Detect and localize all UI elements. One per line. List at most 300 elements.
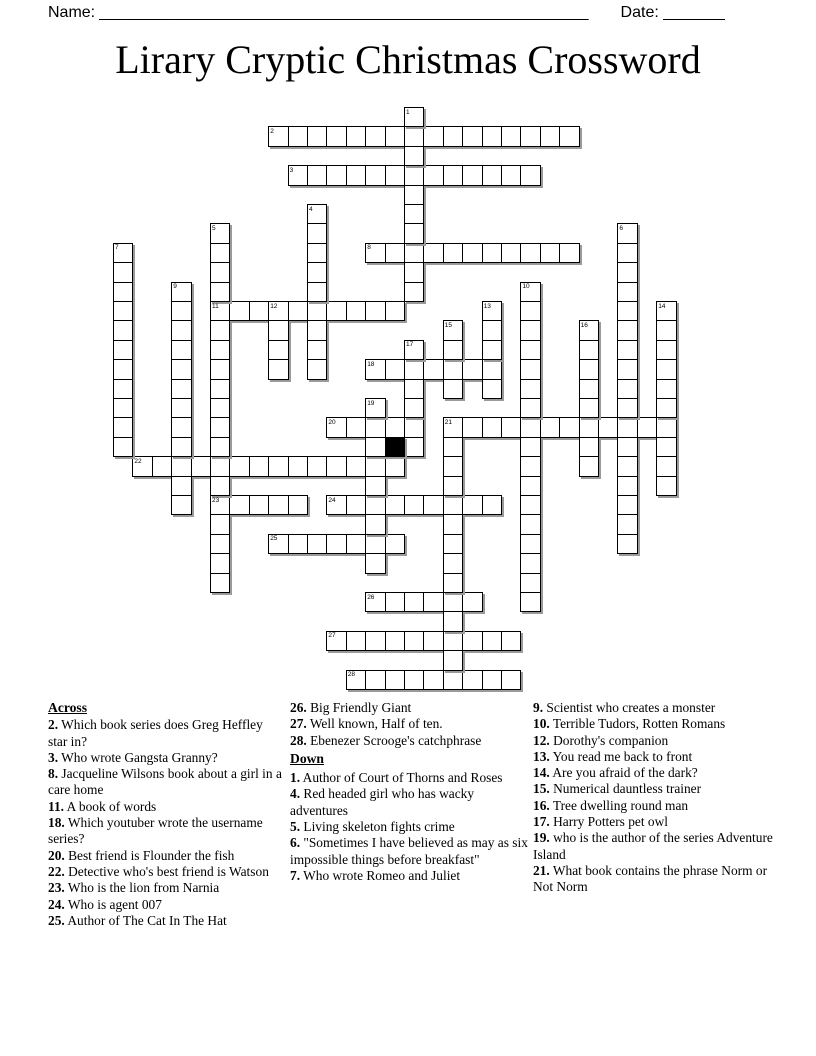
crossword-cell[interactable] xyxy=(579,398,599,418)
crossword-cell[interactable] xyxy=(423,126,443,146)
crossword-cell[interactable] xyxy=(423,165,443,185)
crossword-cell[interactable] xyxy=(307,534,327,554)
crossword-cell[interactable] xyxy=(520,126,540,146)
crossword-cell[interactable] xyxy=(520,398,540,418)
crossword-cell[interactable] xyxy=(404,631,424,651)
crossword-cell[interactable] xyxy=(617,495,637,515)
crossword-cell[interactable] xyxy=(443,126,463,146)
cell-number: 24 xyxy=(328,496,336,504)
crossword-cell[interactable] xyxy=(656,320,676,340)
crossword-cell[interactable] xyxy=(171,301,191,321)
crossword-cell[interactable] xyxy=(656,340,676,360)
crossword-cell[interactable] xyxy=(210,573,230,593)
crossword-cell[interactable] xyxy=(288,534,308,554)
crossword-cell[interactable] xyxy=(404,398,424,418)
crossword-cell[interactable] xyxy=(152,456,172,476)
crossword-cell[interactable] xyxy=(443,476,463,496)
crossword-cell[interactable] xyxy=(365,592,385,612)
crossword-cell[interactable] xyxy=(520,437,540,457)
crossword-cell[interactable] xyxy=(443,320,463,340)
crossword-cell[interactable] xyxy=(307,359,327,379)
crossword-cell[interactable] xyxy=(404,185,424,205)
crossword-cell[interactable] xyxy=(365,514,385,534)
clue-item: 6. "Sometimes I have believed as may as six impossible things before breakfast" xyxy=(290,835,528,867)
crossword-cell[interactable] xyxy=(656,437,676,457)
crossword-cell[interactable] xyxy=(482,631,502,651)
crossword-cell[interactable] xyxy=(637,417,657,437)
crossword-cell[interactable] xyxy=(404,379,424,399)
crossword-cell[interactable] xyxy=(113,437,133,457)
crossword-cell[interactable] xyxy=(210,379,230,399)
crossword-cell[interactable] xyxy=(482,379,502,399)
crossword-cell[interactable] xyxy=(210,456,230,476)
crossword-cell[interactable] xyxy=(307,165,327,185)
crossword-cell[interactable] xyxy=(443,379,463,399)
crossword-cell[interactable] xyxy=(171,398,191,418)
crossword-cell[interactable] xyxy=(326,165,346,185)
black-cell xyxy=(385,437,405,457)
crossword-cell[interactable] xyxy=(404,282,424,302)
crossword-cell[interactable] xyxy=(443,650,463,670)
clue-item: 9. Scientist who creates a monster xyxy=(533,700,716,715)
crossword-cell[interactable] xyxy=(501,417,521,437)
crossword-cell[interactable] xyxy=(365,243,385,263)
crossword-cell[interactable] xyxy=(326,495,346,515)
crossword-cell[interactable] xyxy=(385,631,405,651)
crossword-cell[interactable] xyxy=(288,126,308,146)
crossword-cell[interactable] xyxy=(404,417,424,437)
crossword-cell[interactable] xyxy=(210,514,230,534)
crossword-cell[interactable] xyxy=(210,398,230,418)
crossword-cell[interactable] xyxy=(326,126,346,146)
crossword-cell[interactable] xyxy=(404,359,424,379)
crossword-cell[interactable] xyxy=(617,223,637,243)
cell-number: 10 xyxy=(522,283,530,291)
crossword-cell[interactable] xyxy=(482,495,502,515)
crossword-cell[interactable] xyxy=(385,359,405,379)
crossword-cell[interactable] xyxy=(210,320,230,340)
clue-item: 16. Tree dwelling round man xyxy=(533,797,689,813)
crossword-cell[interactable] xyxy=(443,573,463,593)
crossword-cell[interactable] xyxy=(579,320,599,340)
crossword-cell[interactable] xyxy=(617,534,637,554)
crossword-cell[interactable] xyxy=(579,417,599,437)
crossword-cell[interactable] xyxy=(579,340,599,360)
crossword-cell[interactable] xyxy=(210,282,230,302)
crossword-cell[interactable] xyxy=(404,592,424,612)
crossword-cell[interactable] xyxy=(171,282,191,302)
cell-number: 21 xyxy=(444,418,453,426)
crossword-cell[interactable] xyxy=(520,573,540,593)
clue-item: 22. Detective who's best friend is Watson xyxy=(48,863,269,879)
clue-item: 13. You read me back to front xyxy=(533,748,693,764)
crossword-cell[interactable] xyxy=(520,592,540,612)
crossword-cell[interactable] xyxy=(365,456,385,476)
crossword-cell[interactable] xyxy=(462,670,482,690)
crossword-cell[interactable] xyxy=(482,165,502,185)
crossword-cell[interactable] xyxy=(385,495,405,515)
crossword-cell[interactable] xyxy=(385,301,405,321)
crossword-cell[interactable] xyxy=(268,534,288,554)
crossword-cell[interactable] xyxy=(520,476,540,496)
crossword-cell[interactable] xyxy=(520,495,540,515)
crossword-cell[interactable] xyxy=(210,262,230,282)
crossword-cell[interactable] xyxy=(210,437,230,457)
crossword-cell[interactable] xyxy=(365,534,385,554)
crossword-cell[interactable] xyxy=(501,631,521,651)
crossword-cell[interactable] xyxy=(229,456,249,476)
crossword-cell[interactable] xyxy=(171,417,191,437)
crossword-cell[interactable] xyxy=(423,670,443,690)
crossword-cell[interactable] xyxy=(617,379,637,399)
crossword-cell[interactable] xyxy=(268,456,288,476)
crossword-cell[interactable] xyxy=(520,417,540,437)
crossword-cell[interactable] xyxy=(520,359,540,379)
crossword-cell[interactable] xyxy=(171,359,191,379)
crossword-cell[interactable] xyxy=(520,379,540,399)
crossword-cell[interactable] xyxy=(443,670,463,690)
crossword-cell[interactable] xyxy=(404,670,424,690)
crossword-cell[interactable] xyxy=(249,456,269,476)
crossword-cell[interactable] xyxy=(520,340,540,360)
cell-number: 2 xyxy=(270,127,274,135)
crossword-cell[interactable] xyxy=(617,456,637,476)
clue-item: 8. Jacqueline Wilsons book about a girl in a care home xyxy=(48,766,282,798)
crossword-cell[interactable] xyxy=(307,282,327,302)
crossword-cell[interactable] xyxy=(385,534,405,554)
crossword-cell[interactable] xyxy=(210,340,230,360)
crossword-cell[interactable] xyxy=(520,456,540,476)
crossword-cell[interactable] xyxy=(210,223,230,243)
crossword-cell[interactable] xyxy=(559,417,579,437)
crossword-cell[interactable] xyxy=(482,670,502,690)
cell-number: 18 xyxy=(367,360,375,368)
crossword-cell[interactable] xyxy=(617,398,637,418)
crossword-cell[interactable] xyxy=(268,359,288,379)
crossword-cell[interactable] xyxy=(326,456,346,476)
cell-number: 16 xyxy=(580,321,588,329)
crossword-cell[interactable] xyxy=(113,320,133,340)
crossword-cell[interactable] xyxy=(385,592,405,612)
page-title: Lirary Cryptic Christmas Crossword xyxy=(115,37,701,82)
crossword-cell[interactable] xyxy=(385,126,405,146)
crossword-cell[interactable] xyxy=(346,670,366,690)
crossword-cell[interactable] xyxy=(249,301,269,321)
crossword-cell[interactable] xyxy=(462,592,482,612)
crossword-cell[interactable] xyxy=(210,359,230,379)
crossword-cell[interactable] xyxy=(482,320,502,340)
crossword-cell[interactable] xyxy=(171,320,191,340)
clue-item: 3. Who wrote Gangsta Granny? xyxy=(48,749,218,765)
clue-item: 24. Who is agent 007 xyxy=(48,896,162,912)
crossword-cell[interactable] xyxy=(113,340,133,360)
crossword-cell[interactable] xyxy=(326,631,346,651)
crossword-cell[interactable] xyxy=(520,243,540,263)
crossword-cell[interactable] xyxy=(404,243,424,263)
crossword-cell[interactable] xyxy=(307,320,327,340)
cell-number: 8 xyxy=(367,244,371,252)
crossword-cell[interactable] xyxy=(617,340,637,360)
crossword-cell[interactable] xyxy=(268,495,288,515)
crossword-cell[interactable] xyxy=(210,553,230,573)
crossword-cell[interactable] xyxy=(346,165,366,185)
date-label: Date: xyxy=(620,4,659,21)
crossword-cell[interactable] xyxy=(656,476,676,496)
crossword-cell[interactable] xyxy=(520,320,540,340)
cell-number: 19 xyxy=(367,399,375,407)
cell-number: 13 xyxy=(483,302,491,310)
clue-item: 11. A book of words xyxy=(48,798,157,814)
crossword-cell[interactable] xyxy=(326,301,346,321)
crossword-cell[interactable] xyxy=(307,243,327,263)
crossword-cell[interactable] xyxy=(462,243,482,263)
crossword-cell[interactable] xyxy=(365,553,385,573)
cell-number: 6 xyxy=(619,224,624,232)
crossword-cell[interactable] xyxy=(482,126,502,146)
crossword-cell[interactable] xyxy=(617,476,637,496)
crossword-cell[interactable] xyxy=(482,359,502,379)
crossword-cell[interactable] xyxy=(520,301,540,321)
crossword-cell[interactable] xyxy=(346,126,366,146)
crossword-cell[interactable] xyxy=(462,359,482,379)
crossword-cell[interactable] xyxy=(365,126,385,146)
crossword-cell[interactable] xyxy=(443,631,463,651)
crossword-cell[interactable] xyxy=(113,417,133,437)
crossword-cell[interactable] xyxy=(210,417,230,437)
crossword-cell[interactable] xyxy=(617,514,637,534)
crossword-cell[interactable] xyxy=(307,223,327,243)
crossword-cell[interactable] xyxy=(365,398,385,418)
crossword-cell[interactable] xyxy=(132,456,152,476)
crossword-cell[interactable] xyxy=(443,165,463,185)
crossword-cell[interactable] xyxy=(617,301,637,321)
crossword-cell[interactable] xyxy=(617,282,637,302)
crossword-cell[interactable] xyxy=(288,456,308,476)
crossword-cell[interactable] xyxy=(617,243,637,263)
crossword-cell[interactable] xyxy=(307,456,327,476)
crossword-cell[interactable] xyxy=(404,204,424,224)
crossword-cell[interactable] xyxy=(191,456,211,476)
crossword-cell[interactable] xyxy=(210,301,230,321)
crossword-cell[interactable] xyxy=(365,417,385,437)
crossword-cell[interactable] xyxy=(365,301,385,321)
crossword-cell[interactable] xyxy=(617,320,637,340)
crossword-cell[interactable] xyxy=(423,592,443,612)
crossword-cell[interactable] xyxy=(365,165,385,185)
crossword-cell[interactable] xyxy=(404,437,424,457)
clue-item: 4. Red headed girl who has wacky adventures xyxy=(290,786,475,818)
crossword-cell[interactable] xyxy=(404,340,424,360)
crossword-cell[interactable] xyxy=(617,437,637,457)
crossword-cell[interactable] xyxy=(210,495,230,515)
crossword-cell[interactable] xyxy=(656,456,676,476)
crossword-cell[interactable] xyxy=(656,301,676,321)
crossword-cell[interactable] xyxy=(229,495,249,515)
crossword-cell[interactable] xyxy=(443,495,463,515)
crossword-cell[interactable] xyxy=(482,340,502,360)
crossword-cell[interactable] xyxy=(385,670,405,690)
crossword-cell[interactable] xyxy=(540,417,560,437)
crossword-cell[interactable] xyxy=(346,456,366,476)
crossword-cell[interactable] xyxy=(268,320,288,340)
cell-number: 5 xyxy=(212,224,216,232)
crossword-cell[interactable] xyxy=(171,476,191,496)
crossword-cell[interactable] xyxy=(113,262,133,282)
crossword-cell[interactable] xyxy=(346,417,366,437)
crossword-cell[interactable] xyxy=(385,417,405,437)
crossword-cell[interactable] xyxy=(171,437,191,457)
crossword-cell[interactable] xyxy=(423,359,443,379)
clue-item: 20. Best friend is Flounder the fish xyxy=(48,847,235,863)
crossword-cell[interactable] xyxy=(501,670,521,690)
cell-number: 28 xyxy=(347,671,356,679)
crossword-cell[interactable] xyxy=(423,495,443,515)
crossword-cell[interactable] xyxy=(443,243,463,263)
crossword-cell[interactable] xyxy=(443,456,463,476)
crossword-cell[interactable] xyxy=(385,165,405,185)
crossword-cell[interactable] xyxy=(307,301,327,321)
crossword-cell[interactable] xyxy=(268,126,288,146)
crossword-cell[interactable] xyxy=(462,631,482,651)
crossword-cell[interactable] xyxy=(520,553,540,573)
crossword-cell[interactable] xyxy=(404,165,424,185)
crossword-cell[interactable] xyxy=(443,417,463,437)
crossword-cell[interactable] xyxy=(598,417,618,437)
crossword-cell[interactable] xyxy=(443,359,463,379)
crossword-cell[interactable] xyxy=(579,359,599,379)
crossword-cell[interactable] xyxy=(113,243,133,263)
crossword-cell[interactable] xyxy=(307,126,327,146)
crossword-cell[interactable] xyxy=(288,165,308,185)
crossword-cell[interactable] xyxy=(617,417,637,437)
crossword-cell[interactable] xyxy=(540,243,560,263)
crossword-cell[interactable] xyxy=(462,417,482,437)
crossword-cell[interactable] xyxy=(443,592,463,612)
crossword-cell[interactable] xyxy=(443,514,463,534)
crossword-cell[interactable] xyxy=(443,534,463,554)
crossword-cell[interactable] xyxy=(404,495,424,515)
crossword-cell[interactable] xyxy=(307,262,327,282)
crossword-cell[interactable] xyxy=(462,495,482,515)
crossword-cell[interactable] xyxy=(288,301,308,321)
crossword-cell[interactable] xyxy=(443,340,463,360)
crossword-cell[interactable] xyxy=(443,611,463,631)
crossword-cell[interactable] xyxy=(443,437,463,457)
crossword-cell[interactable] xyxy=(307,340,327,360)
crossword-cell[interactable] xyxy=(229,301,249,321)
crossword-cell[interactable] xyxy=(617,359,637,379)
crossword-cell[interactable] xyxy=(656,379,676,399)
crossword-cell[interactable] xyxy=(579,456,599,476)
crossword-cell[interactable] xyxy=(210,476,230,496)
crossword-cell[interactable] xyxy=(423,631,443,651)
crossword-cell[interactable] xyxy=(540,126,560,146)
crossword-cell[interactable] xyxy=(365,631,385,651)
crossword-cell[interactable] xyxy=(113,359,133,379)
cell-number: 26 xyxy=(367,593,375,601)
crossword-cell[interactable] xyxy=(482,417,502,437)
clue-item: 21. What book contains the phrase Norm or Not Norm xyxy=(533,862,768,895)
crossword-cell[interactable] xyxy=(482,243,502,263)
crossword-cell[interactable] xyxy=(579,437,599,457)
crossword-cell[interactable] xyxy=(307,204,327,224)
crossword-cell[interactable] xyxy=(171,456,191,476)
crossword-cell[interactable] xyxy=(268,301,288,321)
crossword-cell[interactable] xyxy=(462,126,482,146)
crossword-cell[interactable] xyxy=(404,107,424,127)
cell-number: 12 xyxy=(270,302,278,310)
crossword-cell[interactable] xyxy=(617,262,637,282)
crossword-cell[interactable] xyxy=(462,165,482,185)
crossword-cell[interactable] xyxy=(579,379,599,399)
crossword-cell[interactable] xyxy=(365,670,385,690)
name-blank-line[interactable]: _______________________________________________________ xyxy=(99,4,589,21)
crossword-cell[interactable] xyxy=(365,476,385,496)
crossword-cell[interactable] xyxy=(171,379,191,399)
date-blank-line[interactable]: _______ xyxy=(662,4,726,21)
crossword-cell[interactable] xyxy=(113,379,133,399)
crossword-cell[interactable] xyxy=(385,243,405,263)
crossword-cell[interactable] xyxy=(346,495,366,515)
clue-item: 2. Which book series does Greg Heffley star in? xyxy=(48,717,263,749)
crossword-cell[interactable] xyxy=(520,282,540,302)
crossword-cell[interactable] xyxy=(326,417,346,437)
crossword-cell[interactable] xyxy=(443,553,463,573)
crossword-cell[interactable] xyxy=(113,301,133,321)
clue-item: 14. Are you afraid of the dark? xyxy=(533,765,698,781)
crossword-cell[interactable] xyxy=(365,495,385,515)
crossword-cell[interactable] xyxy=(288,495,308,515)
crossword-cell[interactable] xyxy=(656,417,676,437)
crossword-cell[interactable] xyxy=(365,359,385,379)
crossword-cell[interactable] xyxy=(656,398,676,418)
crossword-cell[interactable] xyxy=(404,262,424,282)
crossword-cell[interactable] xyxy=(404,223,424,243)
crossword-cell[interactable] xyxy=(656,359,676,379)
crossword-cell[interactable] xyxy=(501,243,521,263)
crossword-cell[interactable] xyxy=(113,398,133,418)
crossword-cell[interactable] xyxy=(520,534,540,554)
crossword-cell[interactable] xyxy=(501,165,521,185)
crossword-cell[interactable] xyxy=(501,126,521,146)
clue-item: 7. Who wrote Romeo and Juliet xyxy=(290,867,461,883)
name-label: Name: xyxy=(48,4,96,21)
crossword-cell[interactable] xyxy=(520,165,540,185)
crossword-cell[interactable] xyxy=(346,534,366,554)
crossword-cell[interactable] xyxy=(404,146,424,166)
crossword-cell[interactable] xyxy=(113,282,133,302)
crossword-cell[interactable] xyxy=(268,340,288,360)
cell-number: 14 xyxy=(658,302,666,310)
crossword-cell[interactable] xyxy=(559,243,579,263)
crossword-cell[interactable] xyxy=(210,534,230,554)
crossword-cell[interactable] xyxy=(365,437,385,457)
crossword-cell[interactable] xyxy=(346,631,366,651)
crossword-cell[interactable] xyxy=(210,243,230,263)
crossword-cell[interactable] xyxy=(326,534,346,554)
crossword-cell[interactable] xyxy=(520,514,540,534)
crossword-cell[interactable] xyxy=(346,301,366,321)
crossword-cell[interactable] xyxy=(171,340,191,360)
crossword-cell[interactable] xyxy=(171,495,191,515)
crossword-cell[interactable] xyxy=(482,301,502,321)
crossword-cell[interactable] xyxy=(385,456,405,476)
crossword-cell[interactable] xyxy=(404,126,424,146)
crossword-cell[interactable] xyxy=(559,126,579,146)
crossword-cell[interactable] xyxy=(249,495,269,515)
crossword-cell[interactable] xyxy=(423,243,443,263)
clue-item: 17. Harry Potters pet owl xyxy=(533,814,669,830)
